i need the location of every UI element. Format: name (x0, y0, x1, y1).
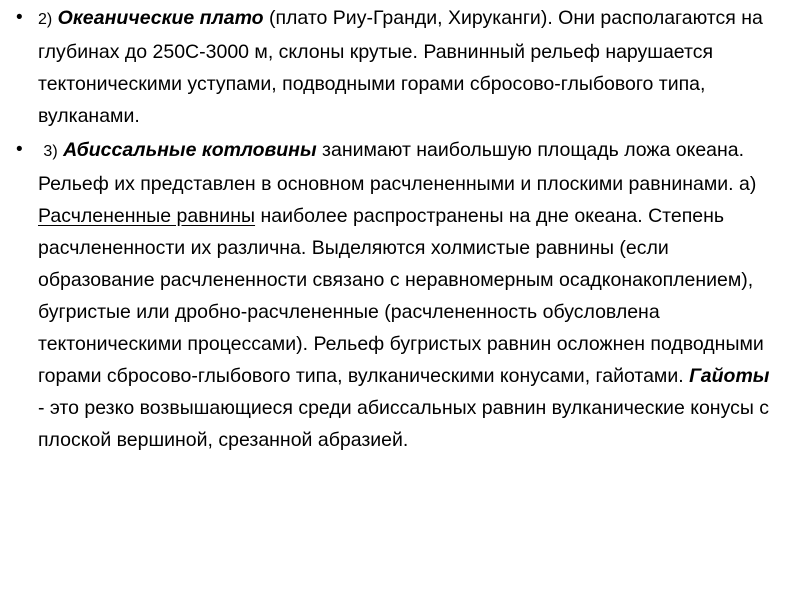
bullet-icon: • (16, 139, 23, 160)
bullet-icon: • (16, 7, 23, 28)
item-text: - это резко возвышающиеся среди абиссальных равнин вулканические конусы с плоской вершиной, срезанной абразией. (38, 397, 770, 451)
term-guyots: Гайоты (689, 365, 770, 387)
item-text: наиболее распространены на дне океана. Степень расчлененности их различна. Выделяются холмистые равнины (если образование расчлененности связано с неравномерным осадконакоплением), бугристые или дробно-расчлененные (расчлененность обусловлена тектоническими процессами). Рельеф бугристых равнин осложнен подводными горами сбросово-глыбового типа, вулканическими конусами, гайотами. (38, 205, 764, 387)
item-number: 3) (43, 143, 58, 160)
list-item-ocean-plateaus (16, 2, 776, 132)
item-text: занимают наибольшую площадь ложа океана. Рельеф их представлен в основном расчлененными и плоскими равнинами. а) (38, 139, 757, 195)
term-ocean-plateaus: Океанические плато (57, 7, 264, 29)
list-item-abyssal-basins (16, 134, 776, 456)
item-text: (плато Риу-Гранди, Хируканги). Они располагаются на глубинах до 250С-3000 м, склоны крутые. Равнинный рельеф нарушается тектоническими уступами, подводными горами сбросово-глыбового типа, вулканами. (38, 7, 763, 127)
item-number: 2) (38, 11, 53, 28)
term-abyssal-basins: Абиссальные котловины (63, 139, 317, 161)
term-dissected-plains: Расчлененные равнины (38, 205, 256, 227)
bullet-list (16, 2, 776, 458)
